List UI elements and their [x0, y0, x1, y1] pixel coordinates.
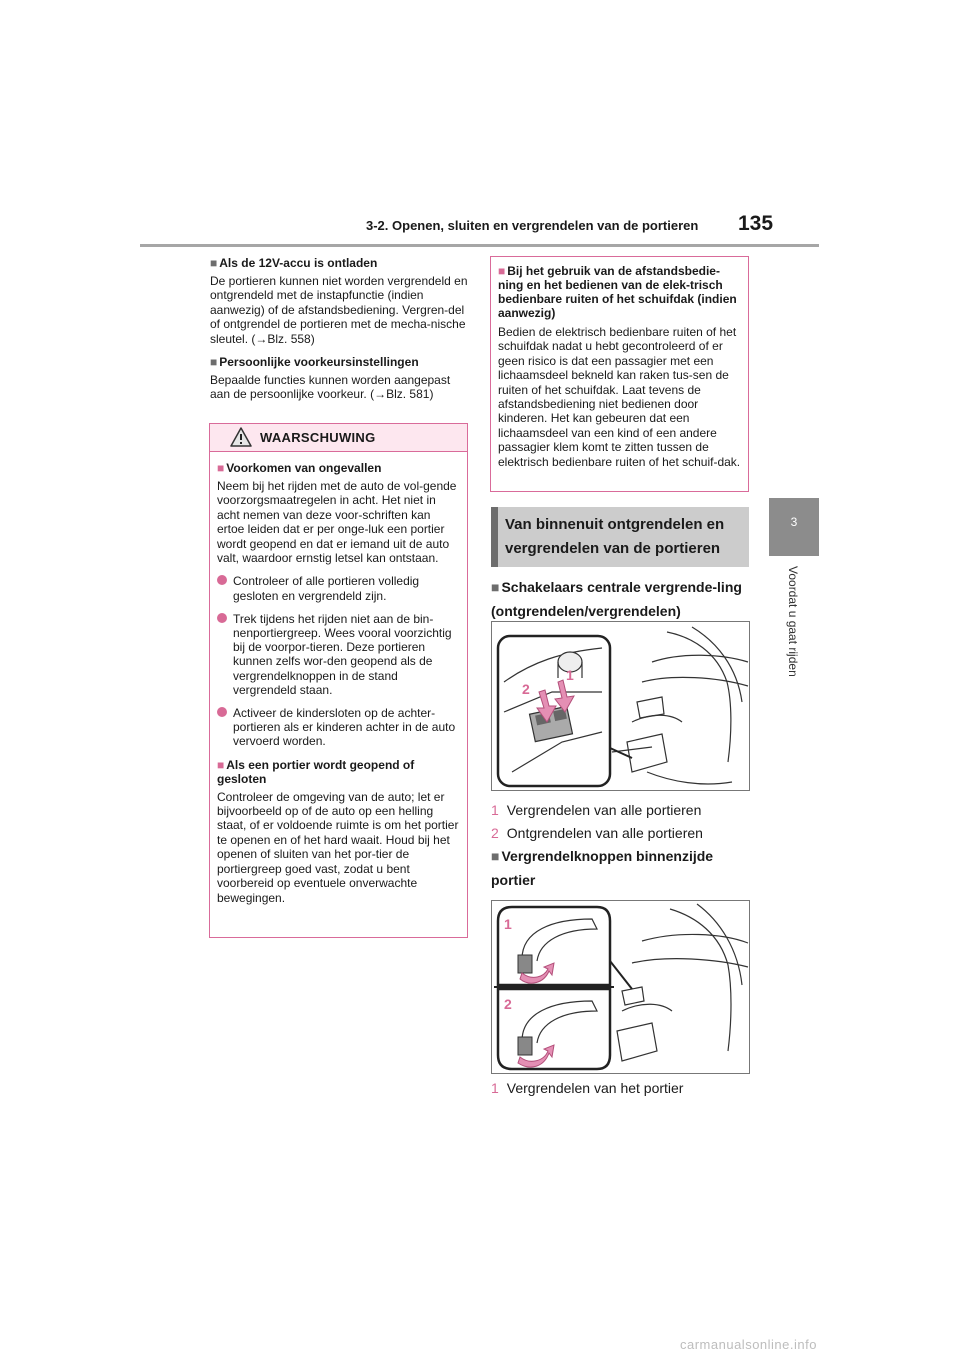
- note-heading-preferences: ■ Persoonlijke voorkeursinstellingen: [210, 355, 419, 370]
- square-bullet-icon: ■: [498, 264, 506, 278]
- chapter-tab-name: Voordat u gaat rijden: [786, 566, 800, 677]
- warning-triangle-icon: [230, 427, 252, 447]
- numbered-item: 1 Vergrendelen van alle portieren: [491, 802, 702, 818]
- section-title: Van binnenuit ontgrendelen en vergrendelen van de portieren: [505, 516, 725, 557]
- numbered-item: 1 Vergrendelen van het portier: [491, 1080, 684, 1096]
- warning-bullet: Controleer of alle portieren volledig gesloten en vergrendeld zijn.: [217, 574, 461, 602]
- square-bullet-icon: ■: [491, 848, 500, 864]
- header-divider: [140, 244, 819, 247]
- warning-body: [210, 452, 467, 905]
- warning-header: [210, 424, 467, 452]
- note-text-preferences: Bepaalde functies kunnen worden aangepast aan de persoonlijke voorkeur. (→Blz. 581): [210, 373, 451, 402]
- illustration-lock-switches: [491, 621, 750, 791]
- warning-bullet: Activeer de kindersloten op de achter-portieren als er kinderen achter in de auto vervoerd worden.: [217, 706, 461, 749]
- circle-bullet-icon: [217, 613, 227, 623]
- info-box: [490, 256, 749, 492]
- warning-box: [209, 423, 468, 938]
- square-bullet-icon: ■: [210, 256, 218, 270]
- info-heading: ■ Bij het gebruik van de afstandsbedie-ning en het bedienen van de elek-trisch bedienbare ruiten of het schuifdak (indien aanwezig): [498, 264, 737, 320]
- illustration-lock-knobs: [491, 900, 750, 1074]
- square-bullet-icon: ■: [217, 757, 225, 772]
- info-text: Bedien de elektrisch bedienbare ruiten of het schuifdak nadat u hebt gecontroleerd of er geen risico is dat een passagier met een lichaamsdeel bekneld kan raken tus-sen de ruiten of het schuifdak. Laat tevens de afstandsbediening niet bedienen door kinderen. Het kan gebeuren dat een lichaamsdeel van een kind of een andere passagier klem komt te zitten tussen de elektrisch bedienbare ruiten of het schuif-dak.: [498, 325, 741, 469]
- lock-knob-drawing: [492, 901, 749, 1073]
- page-number: 135: [738, 212, 774, 235]
- square-bullet-icon: ■: [210, 355, 218, 370]
- subsection-heading-lock-knobs: ■ Vergrendelknoppen binnenzijde portier: [491, 848, 714, 888]
- circle-bullet-icon: [217, 575, 227, 585]
- figure-label: 2: [522, 681, 530, 697]
- square-bullet-icon: ■: [217, 461, 225, 475]
- lock-switch-drawing: [492, 622, 749, 790]
- figure-label: 1: [504, 916, 512, 932]
- section-heading-accent: [491, 507, 498, 567]
- left-column-notes: [210, 256, 472, 402]
- warning-bullet: Trek tijdens het rijden niet aan de bin-nenportiergreep. Wees vooral voorzichtig bij de voorpor-tieren. Deze portieren kunnen zelfs wor-den geopend als de vergrendelknoppen in de stand vergrendeld staan.: [217, 612, 461, 697]
- chapter-title: 3-2. Openen, sluiten en vergrendelen van de portieren: [366, 218, 699, 233]
- warning-heading-door: ■ Als een portier wordt geopend of gesloten: [217, 757, 415, 786]
- warning-text-door: Controleer de omgeving van de auto; let er bijvoorbeeld op of de auto op een helling staat, of er voldoende ruimte is om het portier te openen en of het hard waait. Houd bij het openen of sluiten van het por-tier de portiergreep goed vast, zodat u bent voorbereid op eventuele onverwachte bewegingen.: [217, 789, 459, 905]
- warning-heading-accidents: ■ Voorkomen van ongevallen: [217, 461, 382, 475]
- note-text-battery: De portieren kunnen niet worden vergrendeld en ontgrendeld met de instapfunctie (indien aanwezig) of de afstandsbediening. Vergren-del of ontgrendel de portieren met de mecha-nische sleutel. (→Blz. 558): [210, 274, 468, 346]
- footer-watermark: carmanualsonline.info: [680, 1337, 817, 1352]
- numbered-item: 2 Ontgrendelen van alle portieren: [491, 825, 703, 841]
- note-heading-battery: ■ Als de 12V-accu is ontladen: [210, 256, 378, 270]
- figure-label: 2: [504, 996, 512, 1012]
- square-bullet-icon: ■: [491, 579, 500, 595]
- figure-label: 1: [566, 667, 574, 683]
- chapter-tab-number: 3: [790, 515, 798, 529]
- warning-title: WAARSCHUWING: [260, 430, 376, 445]
- warning-text-accidents: Neem bij het rijden met de auto de vol-gende voorzorgsmaatregelen in acht. Het niet in acht nemen van deze voor-schriften kan ertoe leiden dat er per onge-luk een portier wordt geopend en dat er iemand uit de auto valt, waardoor ernstig letsel kan ontstaan.: [217, 479, 457, 566]
- circle-bullet-icon: [217, 707, 227, 717]
- subsection-heading-switches: ■ Schakelaars centrale vergrende-ling (ontgrendelen/vergrendelen): [491, 579, 742, 619]
